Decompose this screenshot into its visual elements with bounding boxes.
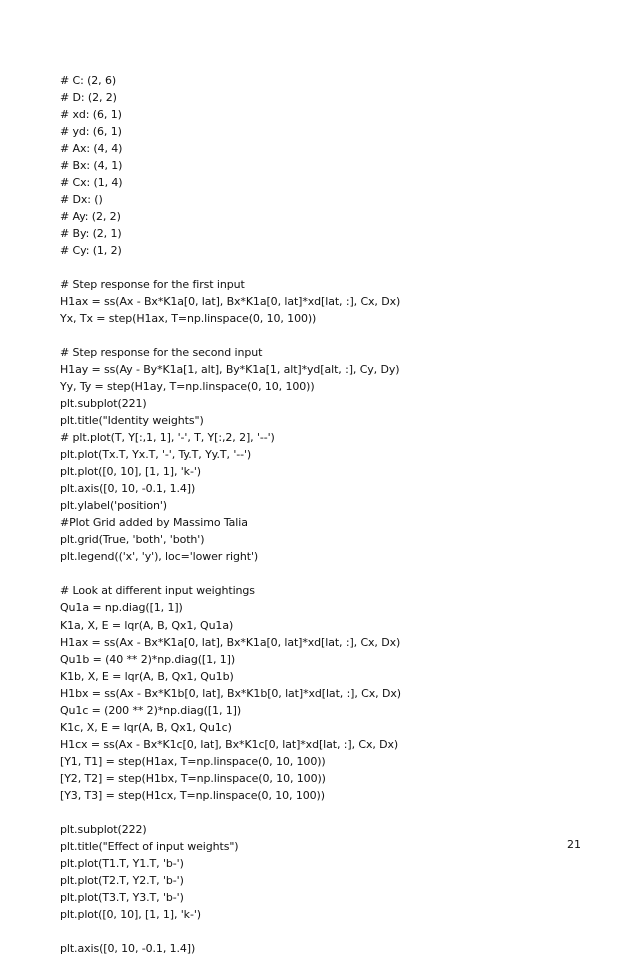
code-comment-line: # Dx: () — [60, 193, 103, 207]
code-comment-line: # By: (2, 1) — [60, 227, 122, 241]
blank-line — [60, 923, 600, 940]
code-comment-line: # Ax: (4, 4) — [60, 142, 123, 156]
code-line: plt.plot(T3.T, Y3.T, 'b-') — [60, 890, 184, 904]
code-comment-line: # C: (2, 6) — [60, 74, 117, 87]
code-line: H1ax = ss(Ax - Bx*K1a[0, lat], Bx*K1a[0, lat]*xd[lat, :], Cx, Dx) — [60, 295, 401, 309]
blank-line — [60, 327, 600, 344]
code-line: K1a, X, E = lqr(A, B, Qx1, Qu1a) — [60, 618, 234, 632]
code-line: plt.plot(T1.T, Y1.T, 'b-') — [60, 856, 184, 870]
code-comment-line: # Step response for the second input — [60, 346, 263, 360]
code-line: plt.plot([0, 10], [1, 1], 'k-') — [60, 465, 201, 479]
code-comment-line: # xd: (6, 1) — [60, 108, 122, 122]
code-line: plt.plot(T2.T, Y2.T, 'b-') — [60, 873, 184, 887]
code-line: plt.subplot(221) — [60, 397, 147, 411]
code-line: Yx, Tx = step(H1ax, T=np.linspace(0, 10, 100)) — [60, 312, 317, 326]
page-number: 21 — [567, 838, 581, 851]
code-line: plt.axis([0, 10, -0.1, 1.4]) — [60, 941, 196, 955]
code-line: plt.axis([0, 10, -0.1, 1.4]) — [60, 482, 196, 496]
code-comment-line: # Cy: (1, 2) — [60, 244, 122, 258]
code-comment-line: # Bx: (4, 1) — [60, 159, 123, 173]
code-line: [Y2, T2] = step(H1bx, T=np.linspace(0, 10, 100)) — [60, 771, 326, 785]
code-line: plt.ylabel('position') — [60, 499, 167, 513]
code-line: K1c, X, E = lqr(A, B, Qx1, Qu1c) — [60, 720, 232, 734]
code-line: K1b, X, E = lqr(A, B, Qx1, Qu1b) — [60, 669, 234, 683]
code-line: plt.title("Effect of input weights") — [60, 839, 239, 853]
code-line: plt.legend(('x', 'y'), loc='lower right') — [60, 550, 259, 564]
code-line: [Y3, T3] = step(H1cx, T=np.linspace(0, 10, 100)) — [60, 788, 325, 802]
code-line: H1bx = ss(Ax - Bx*K1b[0, lat], Bx*K1b[0, lat]*xd[lat, :], Cx, Dx) — [60, 686, 401, 700]
blank-line — [60, 259, 600, 276]
blank-line — [60, 565, 600, 582]
code-line: plt.grid(True, 'both', 'both') — [60, 533, 205, 547]
code-line: plt.subplot(222) — [60, 822, 147, 836]
code-line: H1ay = ss(Ay - By*K1a[1, alt], By*K1a[1, alt]*yd[alt, :], Cy, Dy) — [60, 363, 400, 377]
code-line: plt.title("Identity weights") — [60, 414, 204, 428]
code-comment-line: #Plot Grid added by Massimo Talia — [60, 516, 248, 530]
code-comment-line: # Ay: (2, 2) — [60, 210, 121, 224]
blank-line — [60, 804, 600, 821]
code-line: Yy, Ty = step(H1ay, T=np.linspace(0, 10, 100)) — [60, 380, 315, 394]
code-comment-line: # Step response for the first input — [60, 278, 245, 292]
code-comment-line: # Cx: (1, 4) — [60, 176, 123, 190]
code-comment-line: # plt.plot(T, Y[:,1, 1], '-', T, Y[:,2, 2], '--') — [60, 431, 275, 445]
code-comment-line: # Look at different input weightings — [60, 584, 255, 598]
code-line: Qu1b = (40 ** 2)*np.diag([1, 1]) — [60, 652, 236, 666]
code-line: plt.plot(Tx.T, Yx.T, '-', Ty.T, Yy.T, '--') — [60, 448, 252, 462]
code-line: plt.plot([0, 10], [1, 1], 'k-') — [60, 907, 201, 921]
code-line: H1ax = ss(Ax - Bx*K1a[0, lat], Bx*K1a[0, lat]*xd[lat, :], Cx, Dx) — [60, 635, 401, 649]
code-comment-line: # D: (2, 2) — [60, 91, 117, 105]
code-line: H1cx = ss(Ax - Bx*K1c[0, lat], Bx*K1c[0, lat]*xd[lat, :], Cx, Dx) — [60, 737, 399, 751]
code-comment-line: # yd: (6, 1) — [60, 125, 122, 139]
code-line: Qu1a = np.diag([1, 1]) — [60, 601, 183, 615]
code-line: [Y1, T1] = step(H1ax, T=np.linspace(0, 10, 100)) — [60, 754, 326, 768]
code-line: Qu1c = (200 ** 2)*np.diag([1, 1]) — [60, 703, 242, 717]
code-listing — [60, 72, 600, 957]
